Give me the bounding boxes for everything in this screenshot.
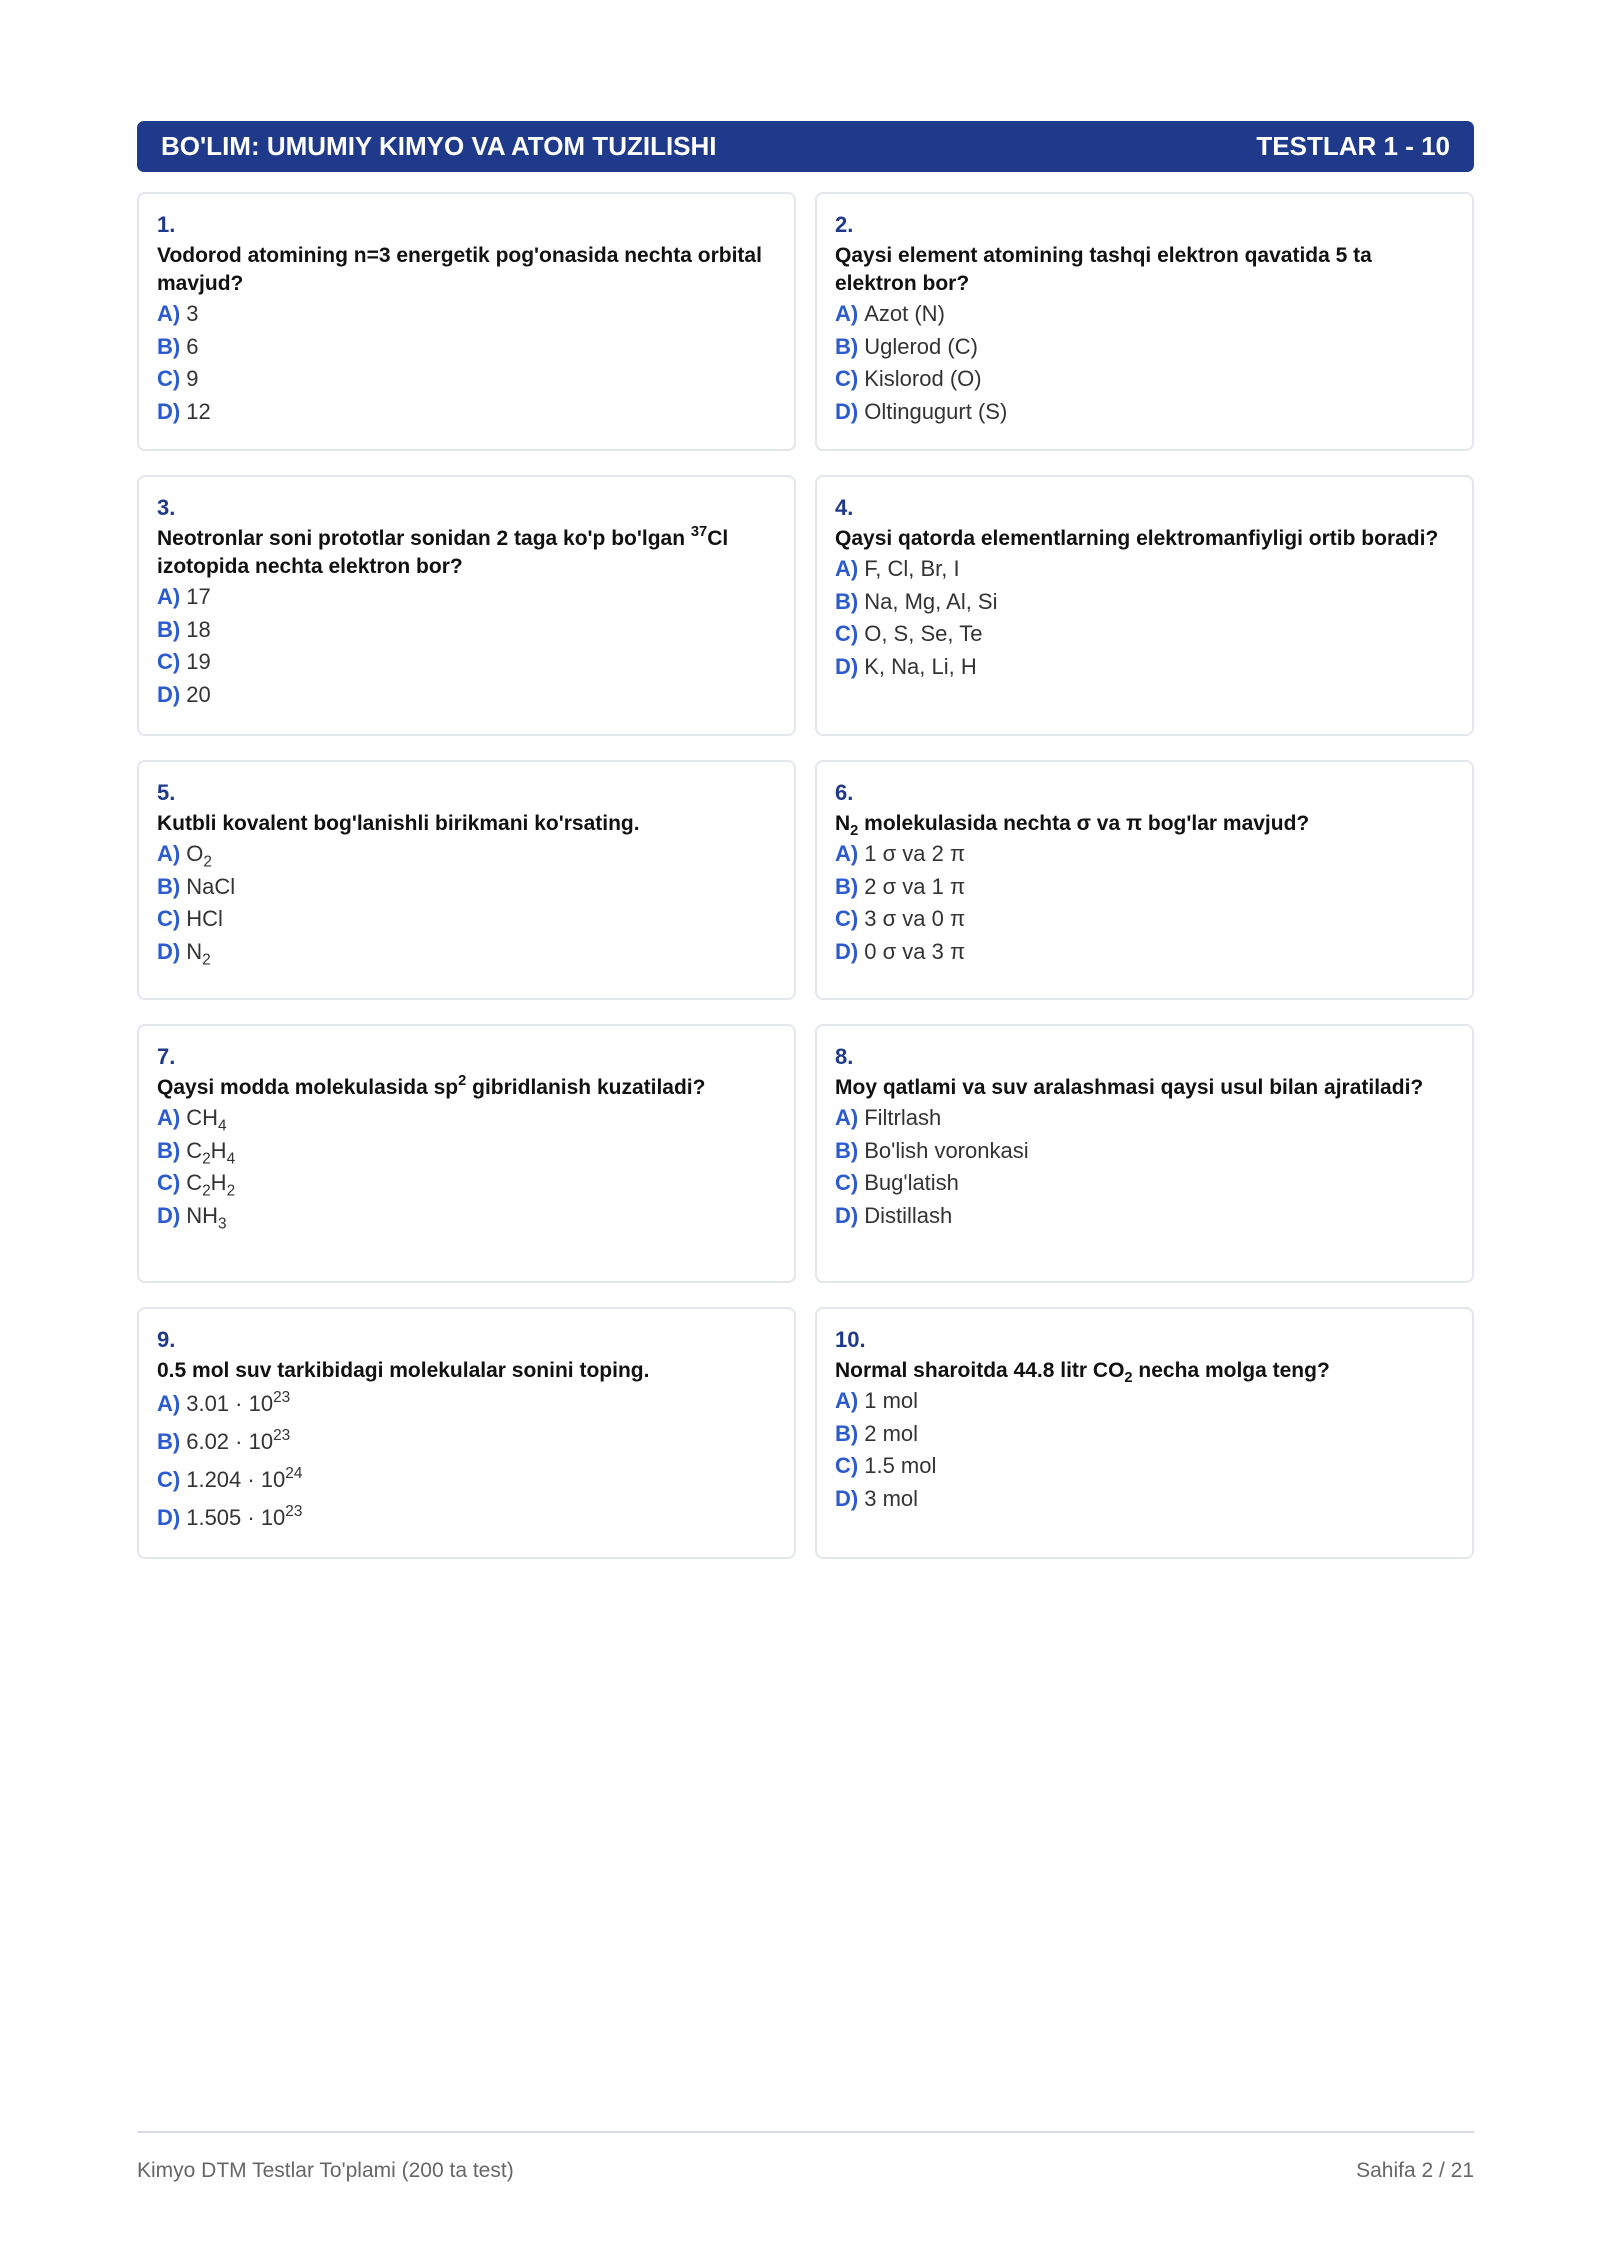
option-letter: D) bbox=[835, 938, 859, 964]
option-a[interactable] bbox=[835, 1385, 1454, 1418]
option-text: Azot (N) bbox=[864, 301, 945, 326]
option-c[interactable] bbox=[157, 1461, 776, 1499]
option-c[interactable] bbox=[835, 363, 1454, 396]
option-text: 9 bbox=[186, 366, 199, 391]
option-text: Bug'latish bbox=[864, 1170, 959, 1195]
question-text: Neotronlar soni prototlar sonidan 2 taga ko'p bo'lgan $^{37}$Cl izotopida nechta elektron bor? bbox=[157, 524, 729, 578]
option-letter: B) bbox=[835, 588, 859, 614]
option-letter: C) bbox=[835, 1170, 859, 1195]
option-letter: B) bbox=[835, 333, 859, 359]
option-text: 19 bbox=[186, 649, 211, 674]
option-letter: B) bbox=[157, 1429, 181, 1454]
option-b[interactable] bbox=[835, 331, 1454, 364]
question-text: Qaysi element atomining tashqi elektron qavatida 5 ta elektron bor? bbox=[835, 244, 1372, 295]
option-text: O, S, Se, Te bbox=[864, 621, 983, 646]
option-letter: B) bbox=[157, 333, 181, 359]
option-text: $N_2$ bbox=[186, 938, 211, 968]
option-letter: C) bbox=[835, 906, 859, 931]
option-text: 1 mol bbox=[864, 1388, 919, 1413]
question-text: 0.5 mol suv tarkibidagi molekulalar sonini toping. bbox=[157, 1359, 650, 1382]
option-a[interactable] bbox=[835, 553, 1454, 586]
option-c[interactable] bbox=[157, 646, 776, 679]
option-letter: A) bbox=[835, 1388, 859, 1413]
option-letter: D) bbox=[157, 938, 181, 964]
question-text: $N_2$ molekulasida nechta σ va π bog'lar mavjud? bbox=[835, 812, 1310, 840]
option-text: $NH_3$ bbox=[186, 1202, 227, 1232]
option-b[interactable] bbox=[835, 871, 1454, 904]
option-letter: D) bbox=[157, 1202, 181, 1228]
question-number: 7. bbox=[157, 1044, 176, 1069]
option-d[interactable] bbox=[157, 1499, 776, 1537]
option-a[interactable] bbox=[835, 1102, 1454, 1135]
question-card-10 bbox=[815, 1307, 1474, 1559]
question-card-5 bbox=[137, 760, 796, 1000]
option-a[interactable] bbox=[157, 838, 776, 871]
option-a[interactable] bbox=[157, 1385, 776, 1423]
question-number: 2. bbox=[835, 212, 854, 237]
option-d[interactable] bbox=[835, 651, 1454, 684]
option-letter: C) bbox=[157, 366, 181, 391]
question-card-3 bbox=[137, 475, 796, 736]
option-letter: D) bbox=[835, 398, 859, 424]
option-text: Oltingugurt (S) bbox=[864, 398, 1008, 424]
option-text: 3 mol bbox=[864, 1485, 919, 1511]
option-b[interactable] bbox=[157, 614, 776, 647]
option-text: 1.5 mol bbox=[864, 1453, 937, 1478]
option-text: 1 σ va 2 π bbox=[864, 841, 966, 866]
option-text: Filtrlash bbox=[864, 1105, 942, 1130]
option-text: HCl bbox=[186, 906, 223, 931]
option-text: $O_2$ bbox=[186, 841, 212, 871]
option-letter: B) bbox=[835, 873, 859, 899]
option-text: $6.02 \cdot 10^{23}$ bbox=[186, 1426, 291, 1454]
option-text: $C_2H_4$ bbox=[186, 1137, 236, 1167]
question-number: 3. bbox=[157, 495, 176, 520]
option-text: Distillash bbox=[864, 1202, 953, 1228]
option-text: NaCl bbox=[186, 873, 236, 899]
question-text: Qaysi qatorda elementlarning elektromanfiyligi ortib boradi? bbox=[835, 527, 1439, 550]
option-text: 6 bbox=[186, 333, 199, 359]
question-card-1 bbox=[137, 192, 796, 451]
question-number: 10. bbox=[835, 1327, 866, 1352]
option-c[interactable] bbox=[835, 618, 1454, 651]
option-d[interactable] bbox=[835, 1200, 1454, 1233]
test-range: TESTLAR 1 - 10 bbox=[1256, 131, 1450, 161]
question-number: 8. bbox=[835, 1044, 854, 1069]
option-c[interactable] bbox=[835, 903, 1454, 936]
option-text: F, Cl, Br, I bbox=[864, 556, 960, 581]
option-letter: A) bbox=[835, 556, 859, 581]
option-letter: B) bbox=[835, 1137, 859, 1163]
footer-title: Kimyo DTM Testlar To'plami (200 ta test) bbox=[137, 2159, 514, 2182]
option-b[interactable] bbox=[835, 1135, 1454, 1168]
option-text: 12 bbox=[186, 398, 211, 424]
option-d[interactable] bbox=[157, 396, 776, 429]
option-c[interactable] bbox=[835, 1450, 1454, 1483]
option-a[interactable] bbox=[157, 581, 776, 614]
option-text: Uglerod (C) bbox=[864, 333, 978, 359]
option-text: $1.204 \cdot 10^{24}$ bbox=[186, 1464, 303, 1492]
option-b[interactable] bbox=[835, 586, 1454, 619]
option-letter: D) bbox=[835, 653, 859, 679]
option-letter: D) bbox=[835, 1485, 859, 1511]
option-letter: A) bbox=[157, 584, 181, 609]
question-card-2 bbox=[815, 192, 1474, 451]
option-text: K, Na, Li, H bbox=[864, 653, 977, 679]
option-c[interactable] bbox=[835, 1167, 1454, 1200]
option-a[interactable] bbox=[835, 298, 1454, 331]
question-number: 6. bbox=[835, 780, 854, 805]
option-text: Kislorod (O) bbox=[864, 366, 982, 391]
option-text: 18 bbox=[186, 616, 211, 642]
option-a[interactable] bbox=[157, 298, 776, 331]
option-text: 2 σ va 1 π bbox=[864, 873, 966, 899]
option-d[interactable] bbox=[835, 396, 1454, 429]
option-text: Na, Mg, Al, Si bbox=[864, 588, 998, 614]
option-a[interactable] bbox=[835, 838, 1454, 871]
question-text: Normal sharoitda 44.8 litr $CO_2$ necha molga teng? bbox=[835, 1359, 1330, 1387]
question-text: Moy qatlami va suv aralashmasi qaysi usul bilan ajratiladi? bbox=[835, 1076, 1424, 1099]
option-letter: C) bbox=[835, 1453, 859, 1478]
option-text: $1.505 \cdot 10^{23}$ bbox=[186, 1502, 303, 1530]
option-text: 2 mol bbox=[864, 1420, 919, 1446]
option-letter: D) bbox=[157, 681, 181, 707]
option-c[interactable] bbox=[157, 1167, 776, 1200]
option-text: $C_2H_2$ bbox=[186, 1170, 236, 1200]
option-letter: A) bbox=[157, 1105, 181, 1130]
option-letter: C) bbox=[157, 1467, 181, 1492]
option-d[interactable] bbox=[157, 679, 776, 712]
option-letter: A) bbox=[157, 301, 181, 326]
option-d[interactable] bbox=[157, 936, 776, 969]
option-d[interactable] bbox=[835, 1483, 1454, 1516]
option-text: 20 bbox=[186, 681, 211, 707]
question-number: 5. bbox=[157, 780, 176, 805]
section-title: BO'LIM: UMUMIY KIMYO VA ATOM TUZILISHI bbox=[161, 131, 717, 161]
option-text: 17 bbox=[186, 584, 211, 609]
option-letter: B) bbox=[157, 616, 181, 642]
question-card-4 bbox=[815, 475, 1474, 736]
option-a[interactable] bbox=[157, 1102, 776, 1135]
section-header bbox=[137, 121, 1474, 172]
option-c[interactable] bbox=[157, 903, 776, 936]
option-b[interactable] bbox=[835, 1418, 1454, 1451]
option-letter: C) bbox=[157, 1170, 181, 1195]
question-text: Kutbli kovalent bog'lanishli birikmani ko'rsating. bbox=[157, 812, 640, 835]
option-text: $CH_4$ bbox=[186, 1105, 227, 1135]
option-b[interactable] bbox=[157, 1135, 776, 1168]
option-text: 3 bbox=[186, 301, 199, 326]
option-text: 3 σ va 0 π bbox=[864, 906, 966, 931]
option-letter: B) bbox=[157, 873, 181, 899]
question-card-7 bbox=[137, 1024, 796, 1283]
question-card-8 bbox=[815, 1024, 1474, 1283]
option-letter: C) bbox=[835, 621, 859, 646]
question-number: 4. bbox=[835, 495, 854, 520]
question-card-9 bbox=[137, 1307, 796, 1559]
question-number: 1. bbox=[157, 212, 176, 237]
option-text: $3.01 \cdot 10^{23}$ bbox=[186, 1388, 291, 1416]
option-letter: C) bbox=[157, 649, 181, 674]
question-text: Qaysi modda molekulasida $sp^2$ gibridlanish kuzatiladi? bbox=[157, 1073, 706, 1099]
option-letter: A) bbox=[157, 841, 181, 866]
option-b[interactable] bbox=[157, 871, 776, 904]
option-letter: B) bbox=[157, 1137, 181, 1163]
option-letter: A) bbox=[157, 1391, 181, 1416]
option-b[interactable] bbox=[157, 331, 776, 364]
question-number: 9. bbox=[157, 1327, 176, 1352]
option-letter: C) bbox=[835, 366, 859, 391]
question-text: Vodorod atomining n=3 energetik pog'onasida nechta orbital mavjud? bbox=[157, 244, 762, 295]
option-letter: D) bbox=[835, 1202, 859, 1228]
option-d[interactable] bbox=[157, 1200, 776, 1233]
option-letter: A) bbox=[835, 841, 859, 866]
option-letter: B) bbox=[835, 1420, 859, 1446]
footer-divider bbox=[137, 2131, 1474, 2133]
option-letter: A) bbox=[835, 301, 859, 326]
option-letter: C) bbox=[157, 906, 181, 931]
option-text: Bo'lish voronkasi bbox=[864, 1137, 1029, 1163]
option-b[interactable] bbox=[157, 1423, 776, 1461]
option-c[interactable] bbox=[157, 363, 776, 396]
option-letter: A) bbox=[835, 1105, 859, 1130]
question-card-6 bbox=[815, 760, 1474, 1000]
page-number: Sahifa 2 / 21 bbox=[1356, 2159, 1474, 2182]
option-text: 0 σ va 3 π bbox=[864, 938, 966, 964]
option-letter: D) bbox=[157, 1505, 181, 1530]
option-letter: D) bbox=[157, 398, 181, 424]
option-d[interactable] bbox=[835, 936, 1454, 969]
